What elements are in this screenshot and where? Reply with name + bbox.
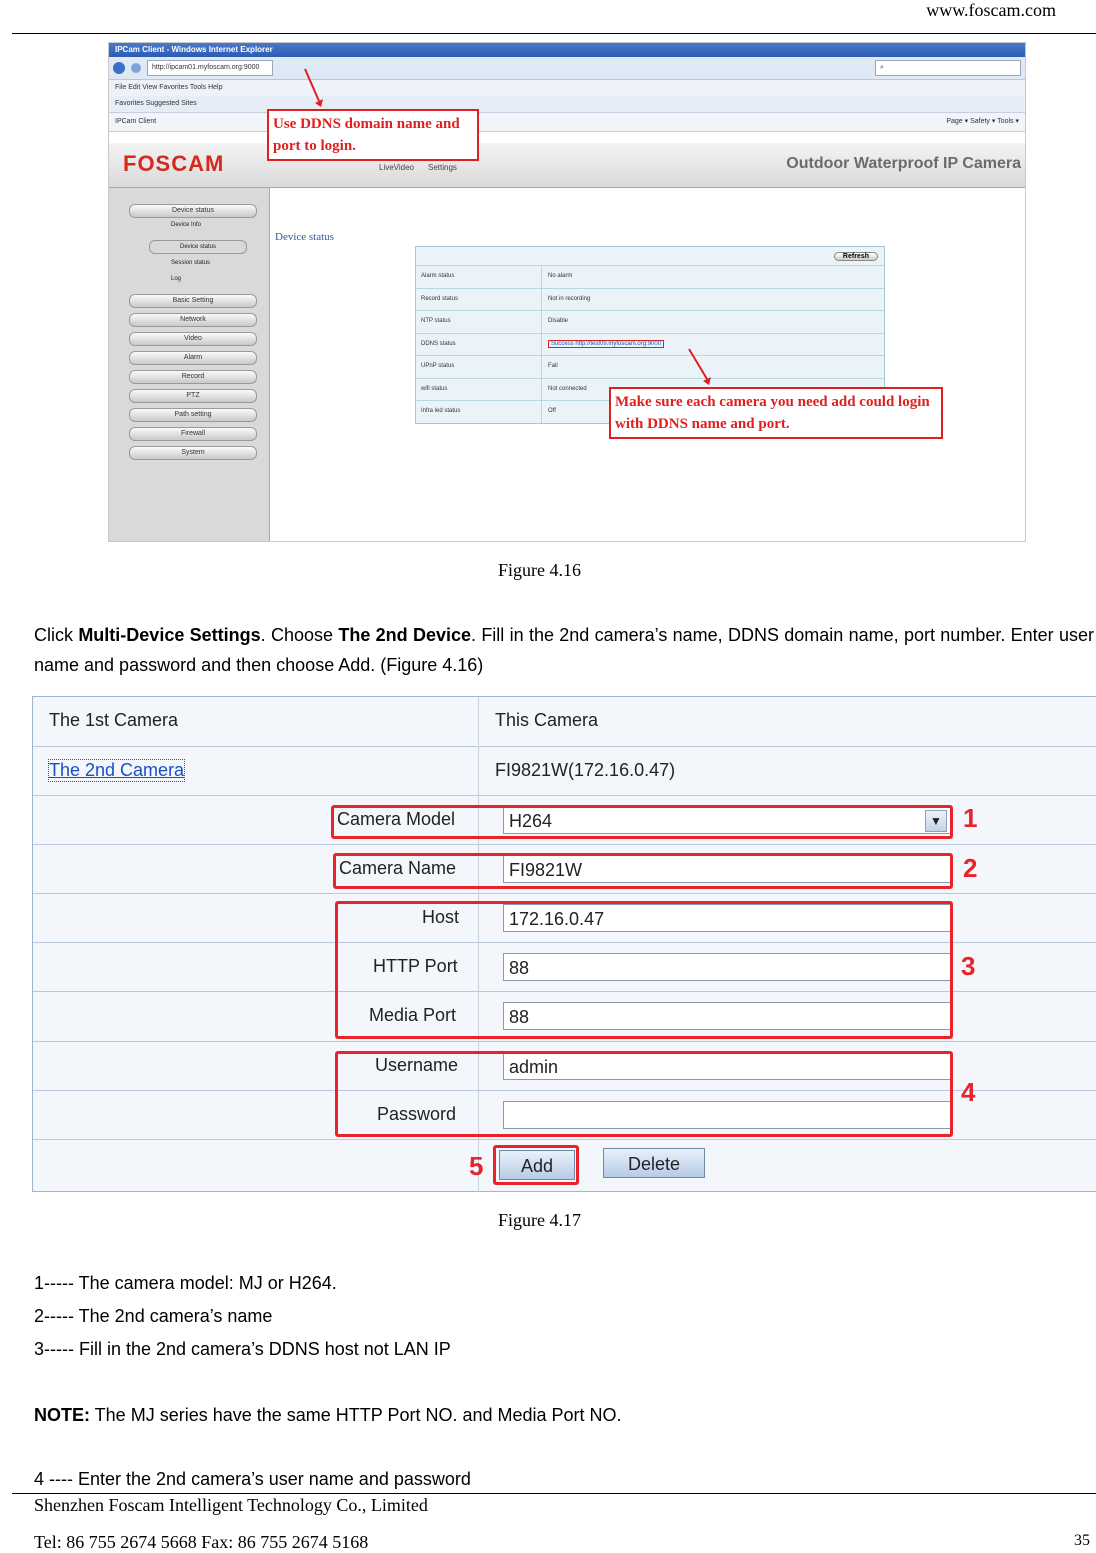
password-label: Password	[377, 1104, 457, 1124]
first-camera-label: The 1st Camera	[49, 710, 179, 730]
media-port-input[interactable]: 88	[503, 1002, 951, 1030]
camera-model-label: Camera Model	[337, 809, 456, 829]
sidebar-device-status[interactable]: Device status	[129, 204, 257, 218]
marker-4: 4	[961, 1077, 976, 1107]
header-url: www.foscam.com	[926, 0, 1056, 20]
callout-ddns-login: Use DDNS domain name and port to login.	[267, 109, 479, 161]
table-row: Record status Not in recording	[416, 288, 884, 311]
username-label: Username	[375, 1055, 459, 1075]
table-row: DDNS status Success http://test09.myfoscam.org:9000	[416, 333, 884, 356]
product-title: Outdoor Waterproof IP Camera	[786, 155, 1021, 172]
second-camera-link[interactable]: The 2nd Camera	[49, 760, 185, 780]
table-row: Infra led status Off	[416, 400, 884, 423]
sidebar-record[interactable]: Record	[129, 370, 257, 384]
refresh-button[interactable]: Refresh	[834, 252, 878, 261]
multi-device-settings: Multi-Device Settings	[78, 625, 261, 645]
page-number: 35	[1074, 1532, 1090, 1549]
note-mj-series: NOTE: The MJ series have the same HTTP Port NO. and Media Port NO.	[34, 1405, 622, 1425]
foscam-logo: FOSCAM	[123, 151, 225, 176]
row-first-camera	[33, 697, 1096, 745]
footer-rule	[12, 1493, 1096, 1494]
sidebar-ptz[interactable]: PTZ	[129, 389, 257, 403]
tab-ipcam[interactable]: IPCam Client	[115, 118, 157, 125]
note-4: 4 ---- Enter the 2nd camera’s user name and password	[34, 1469, 471, 1489]
marker-2: 2	[963, 853, 978, 883]
favorites-bar[interactable]: Favorites Suggested Sites	[109, 96, 1025, 113]
sidebar-alarm[interactable]: Alarm	[129, 351, 257, 365]
table-row: wifi status Not connected	[416, 378, 884, 401]
browser-title: IPCam Client - Windows Internet Explorer	[109, 43, 1025, 57]
figure-4-17-form	[32, 696, 1096, 1192]
marker-1: 1	[963, 803, 978, 833]
sidebar-video[interactable]: Video	[129, 332, 257, 346]
delete-button[interactable]: Delete	[603, 1148, 705, 1178]
host-label: Host	[422, 907, 460, 927]
note-3: 3----- Fill in the 2nd camera’s DDNS host not LAN IP	[34, 1339, 451, 1359]
highlight-camera-name	[333, 853, 953, 889]
note-2: 2----- The 2nd camera’s name	[34, 1306, 273, 1326]
highlight-credentials	[335, 1051, 953, 1137]
sidebar-system[interactable]: System	[129, 446, 257, 460]
camera-name-input[interactable]: FI9821W	[503, 855, 951, 883]
search-icon: ⌕	[880, 64, 884, 71]
media-port-label: Media Port	[369, 1005, 457, 1025]
sidebar-basic-setting[interactable]: Basic Setting	[129, 294, 257, 308]
url-field[interactable]: http://ipcam01.myfoscam.org:9000	[147, 60, 273, 76]
the-2nd-device: The 2nd Device	[338, 625, 471, 645]
sub-log[interactable]: Log	[171, 276, 182, 282]
sub-session-status[interactable]: Session status	[171, 260, 211, 266]
chevron-down-icon: ▼	[925, 810, 947, 832]
http-port-input[interactable]: 88	[503, 953, 951, 981]
this-camera-label: This Camera	[495, 710, 599, 730]
footer-company: Shenzhen Foscam Intelligent Technology Co., Limited	[34, 1495, 428, 1515]
sidebar-firewall[interactable]: Firewall	[129, 427, 257, 441]
highlight-camera-model	[331, 805, 953, 839]
table-row: NTP status Disable	[416, 310, 884, 333]
marker-3: 3	[961, 951, 976, 981]
highlight-add	[493, 1145, 579, 1185]
table-row: UPnP status Fail	[416, 355, 884, 378]
camera-model-select[interactable]: H264 ▼	[503, 806, 951, 834]
intro-paragraph: Click Multi-Device Settings. Choose The 2nd Device. Fill in the 2nd camera’s name, DDNS domain name, port number. Enter user name and password and then choose Add. (Figure 4.16)	[34, 625, 1095, 675]
camera-name-label: Camera Name	[339, 858, 457, 878]
ddns-status-value: Success http://test09.myfoscam.org:9000	[548, 340, 664, 348]
second-camera-value: FI9821W(172.16.0.47)	[495, 760, 676, 780]
add-button[interactable]: Add	[499, 1150, 575, 1180]
figure-4-16-caption: Figure 4.16	[498, 560, 581, 580]
table-row: Alarm status No alarm	[416, 265, 884, 288]
note-1: 1----- The camera model: MJ or H264.	[34, 1273, 337, 1293]
sidebar-network[interactable]: Network	[129, 313, 257, 327]
footer-contact: Tel: 86 755 2674 5668 Fax: 86 755 2674 5168	[34, 1532, 369, 1552]
highlight-host-ports	[335, 901, 953, 1039]
callout-each-camera: Make sure each camera you need add could login with DDNS name and port.	[609, 387, 943, 439]
sub-device-status[interactable]: Device status	[149, 240, 247, 254]
figure-4-17-caption: Figure 4.17	[498, 1210, 581, 1230]
annotation-arrows	[109, 43, 1025, 541]
nav-settings[interactable]: Settings	[428, 163, 457, 172]
username-input[interactable]: admin	[503, 1052, 951, 1080]
menu-bar[interactable]: File Edit View Favorites Tools Help	[109, 80, 1025, 96]
figure-4-16-screenshot	[108, 42, 1026, 542]
row-second-camera	[33, 746, 1096, 795]
device-status-title: Device status	[275, 231, 334, 243]
sub-device-info[interactable]: Device Info	[171, 222, 202, 228]
toolbar-tools[interactable]: Page ▾ Safety ▾ Tools ▾	[946, 118, 1019, 125]
host-input[interactable]: 172.16.0.47	[503, 904, 951, 932]
marker-5: 5	[469, 1151, 484, 1181]
http-port-label: HTTP Port	[373, 956, 458, 976]
nav-live-video[interactable]: LiveVideo	[379, 163, 414, 172]
sidebar-path-setting[interactable]: Path setting	[129, 408, 257, 422]
header-rule	[12, 33, 1096, 34]
